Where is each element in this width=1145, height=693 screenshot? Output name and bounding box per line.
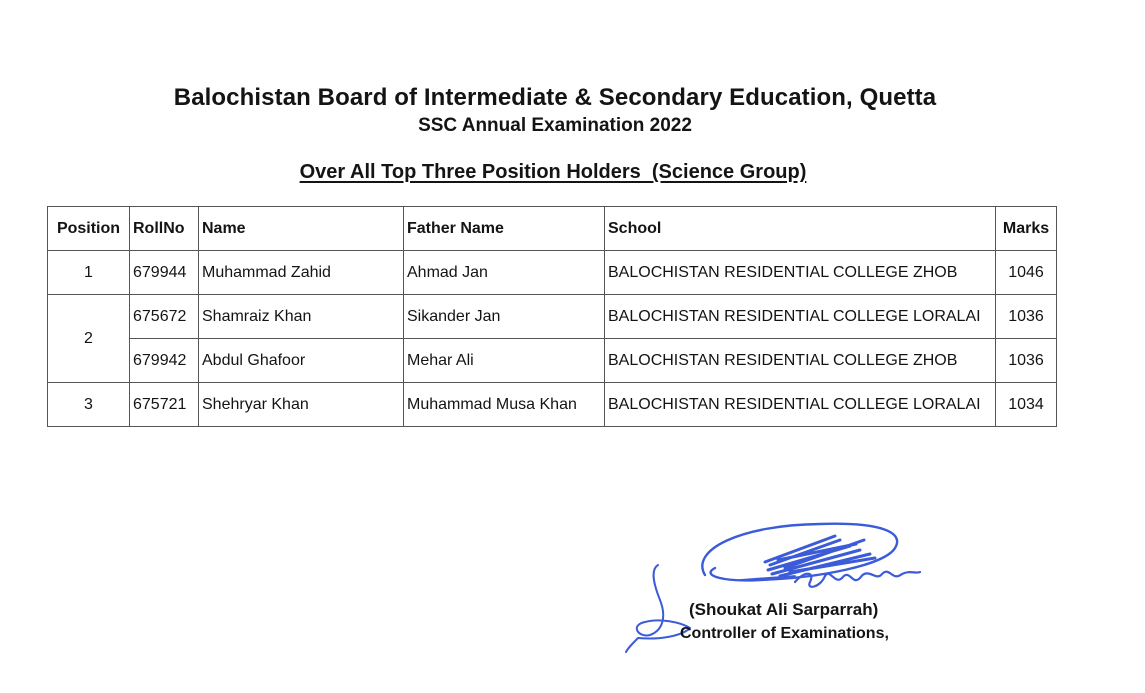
name-cell: Shehryar Khan <box>199 383 404 427</box>
father-name-cell: Mehar Ali <box>404 339 605 383</box>
position-cell: 3 <box>48 383 130 427</box>
rollno-cell: 679944 <box>130 251 199 295</box>
father-name-cell: Ahmad Jan <box>404 251 605 295</box>
school-cell: BALOCHISTAN RESIDENTIAL COLLEGE LORALAI <box>605 295 996 339</box>
father-name-cell: Sikander Jan <box>404 295 605 339</box>
marks-cell: 1036 <box>996 295 1057 339</box>
table-row <box>48 295 1057 339</box>
school-cell: BALOCHISTAN RESIDENTIAL COLLEGE LORALAI <box>605 383 996 427</box>
position-cell: 1 <box>48 251 130 295</box>
position-holders-table <box>47 206 1057 427</box>
exam-title: SSC Annual Examination 2022 <box>418 115 692 136</box>
header-marks: Marks <box>996 207 1057 251</box>
list-title: Over All Top Three Position Holders (Science Group) <box>299 161 807 183</box>
school-cell: BALOCHISTAN RESIDENTIAL COLLEGE ZHOB <box>605 251 996 295</box>
header-position: Position <box>48 207 130 251</box>
header-father-name: Father Name <box>404 207 605 251</box>
name-cell: Abdul Ghafoor <box>199 339 404 383</box>
header-school: School <box>605 207 996 251</box>
rollno-cell: 679942 <box>130 339 199 383</box>
position-cell: 2 <box>48 295 130 383</box>
name-cell: Muhammad Zahid <box>199 251 404 295</box>
school-cell: BALOCHISTAN RESIDENTIAL COLLEGE ZHOB <box>605 339 996 383</box>
table-header-row <box>48 207 1057 251</box>
marks-cell: 1046 <box>996 251 1057 295</box>
signatory-name: (Shoukat Ali Sarparrah) <box>689 600 879 619</box>
table-row <box>48 383 1057 427</box>
rollno-cell: 675721 <box>130 383 199 427</box>
board-title: Balochistan Board of Intermediate & Secondary Education, Quetta <box>173 84 937 111</box>
name-cell: Shamraiz Khan <box>199 295 404 339</box>
table-row <box>48 339 1057 383</box>
father-name-cell: Muhammad Musa Khan <box>404 383 605 427</box>
header-rollno: RollNo <box>130 207 199 251</box>
rollno-cell: 675672 <box>130 295 199 339</box>
signatory-title: Controller of Examinations, <box>680 625 889 642</box>
marks-cell: 1034 <box>996 383 1057 427</box>
header-name: Name <box>199 207 404 251</box>
table-row <box>48 251 1057 295</box>
marks-cell: 1036 <box>996 339 1057 383</box>
